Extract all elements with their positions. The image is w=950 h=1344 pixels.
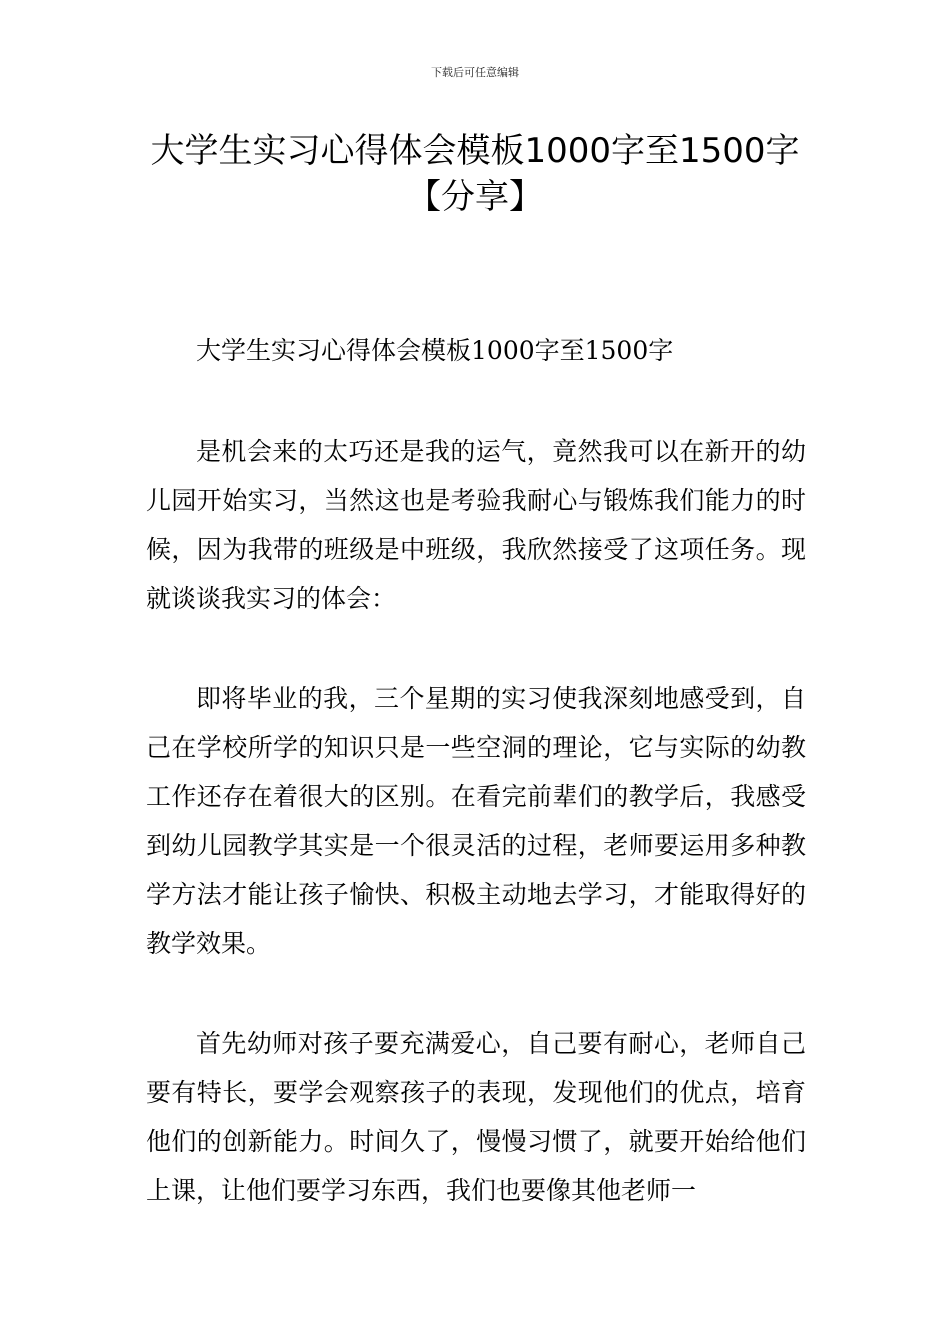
document-title-line-2: 【分享】 <box>407 177 543 217</box>
document-body <box>146 326 806 1215</box>
paragraph-2: 即将毕业的我，三个星期的实习使我深刻地感受到，自己在学校所学的知识只是一些空洞的理论，它与实际的幼教工作还存在着很大的区别。在看完前辈们的教学后，我感受到幼儿园教学其实是一个很灵活的过程，老师要运用多种教学方法才能让孩子愉快、积极主动地去学习，才能取得好的教学效果。 <box>146 684 806 958</box>
paragraph-1: 是机会来的太巧还是我的运气，竟然我可以在新开的幼儿园开始实习，当然这也是考验我耐心与锻炼我们能力的时候，因为我带的班级是中班级，我欣然接受了这项任务。现就谈谈我实习的体会： <box>146 437 806 613</box>
paragraph-3: 首先幼师对孩子要充满爱心，自己要有耐心，老师自己要有特长，要学会观察孩子的表现，发现他们的优点，培育他们的创新能力。时间久了，慢慢习惯了，就要开始给他们上课，让他们要学习东西，我们也要像其他老师一 <box>146 1029 806 1205</box>
document-title-line-1: 大学生实习心得体会模板1000字至1500字 <box>150 131 800 171</box>
document-title <box>120 128 830 220</box>
header-note: 下载后可任意编辑 <box>431 66 519 79</box>
document-subtitle: 大学生实习心得体会模板1000字至1500字 <box>196 336 674 365</box>
